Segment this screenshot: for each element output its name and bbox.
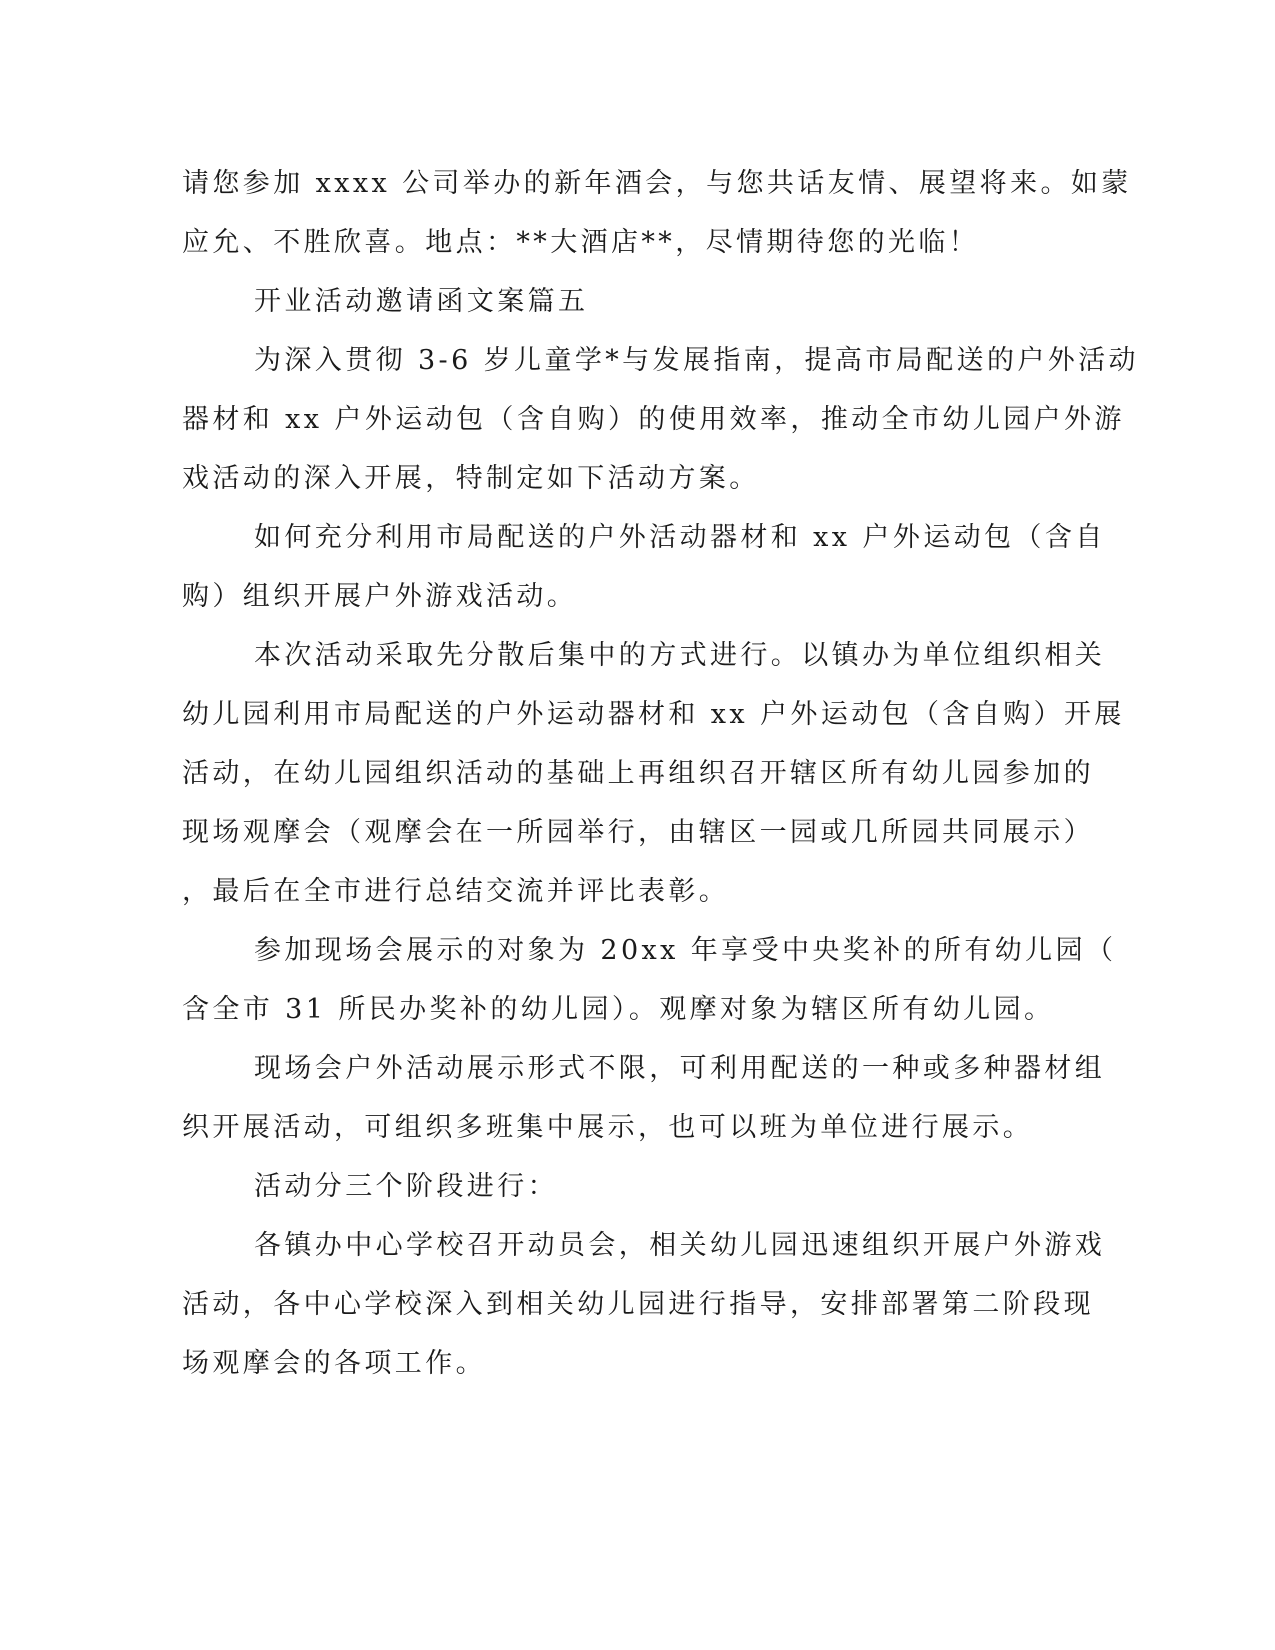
text-line: 场观摩会的各项工作。 — [182, 1348, 486, 1379]
text-line: 购）组织开展户外游戏活动。 — [182, 581, 578, 612]
text-line: 如何充分利用市局配送的户外活动器材和 xx 户外运动包（含自 — [254, 522, 1106, 553]
text-line: 各镇办中心学校召开动员会，相关幼儿园迅速组织开展户外游戏 — [254, 1230, 1106, 1261]
text-line: 参加现场会展示的对象为 20xx 年享受中央奖补的所有幼儿园（ — [254, 935, 1117, 966]
text-line: 活动，各中心学校深入到相关幼儿园进行指导，安排部署第二阶段现 — [182, 1289, 1094, 1320]
text-line: 为深入贯彻 3-6 岁儿童学*与发展指南，提高市局配送的户外活动 — [254, 345, 1139, 376]
text-line: 含全市 31 所民办奖补的幼儿园）。观摩对象为辖区所有幼儿园。 — [182, 994, 1055, 1025]
text-line: 器材和 xx 户外运动包（含自购）的使用效率，推动全市幼儿园户外游 — [182, 404, 1125, 435]
text-line: 请您参加 xxxx 公司举办的新年酒会，与您共话友情、展望将来。如蒙 — [182, 168, 1132, 199]
text-line: 现场观摩会（观摩会在一所园举行，由辖区一园或几所园共同展示） — [182, 817, 1094, 848]
text-line: 开业活动邀请函文案篇五 — [254, 286, 589, 317]
text-line: 应允、不胜欣喜。地点：**大酒店**，尽情期待您的光临！ — [182, 227, 980, 258]
text-line: ，最后在全市进行总结交流并评比表彰。 — [182, 876, 730, 907]
text-line: 活动分三个阶段进行： — [254, 1171, 558, 1202]
text-line: 本次活动采取先分散后集中的方式进行。以镇办为单位组织相关 — [254, 640, 1106, 671]
text-line: 戏活动的深入开展，特制定如下活动方案。 — [182, 463, 760, 494]
text-line: 活动，在幼儿园组织活动的基础上再组织召开辖区所有幼儿园参加的 — [182, 758, 1094, 789]
text-line: 现场会户外活动展示形式不限，可利用配送的一种或多种器材组 — [254, 1053, 1106, 1084]
text-line: 织开展活动，可组织多班集中展示，也可以班为单位进行展示。 — [182, 1112, 1034, 1143]
text-line: 幼儿园利用市局配送的户外运动器材和 xx 户外运动包（含自购）开展 — [182, 699, 1125, 730]
document-body — [182, 154, 1139, 1393]
